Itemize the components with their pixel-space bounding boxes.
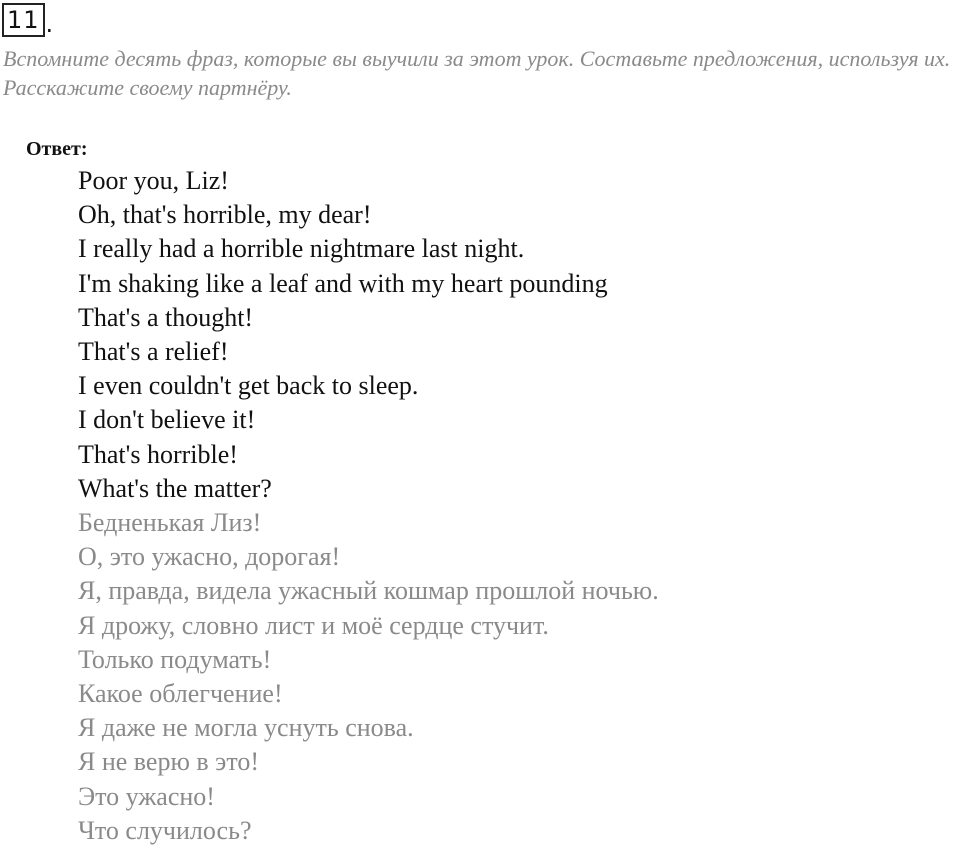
answer-lines [78,164,659,848]
russian-line: Бедненькая Лиз! [78,508,262,538]
russian-line: Я дрожу, словно лист и моё сердце стучит. [78,610,549,640]
english-line: That's a relief! [78,337,229,367]
answer-label: Ответ: [26,138,88,160]
english-line: That's horrible! [78,439,238,469]
english-line: Oh, that's horrible, my dear! [78,200,372,230]
english-line: What's the matter? [78,473,272,503]
english-line: I'm shaking like a leaf and with my heart pounding [78,268,608,298]
english-line: That's a thought! [78,302,254,332]
task-instruction: Вспомните десять фраз, которые вы выучили за этот урок. Составьте предложения, используя их. Расскажите своему партнёру. [3,46,951,100]
russian-line: Я не верю в это! [78,747,259,777]
english-line: I don't believe it! [78,405,256,435]
russian-line: Только подумать! [78,644,272,674]
russian-line: Какое облегчение! [78,679,283,709]
english-line: Poor you, Liz! [78,166,229,195]
english-line: I even couldn't get back to sleep. [78,371,419,401]
russian-line: Это ужасно! [78,781,215,811]
task-number-dot: . [45,10,54,38]
russian-line: Что случилось? [78,815,252,845]
task-number: 11 [2,3,45,37]
task-header [2,3,53,37]
russian-line: Я, правда, видела ужасный кошмар прошлой ночью. [78,576,659,606]
russian-line: Я даже не могла уснуть снова. [78,713,414,743]
russian-line: О, это ужасно, дорогая! [78,542,341,572]
english-line: I really had a horrible nightmare last night. [78,234,525,264]
